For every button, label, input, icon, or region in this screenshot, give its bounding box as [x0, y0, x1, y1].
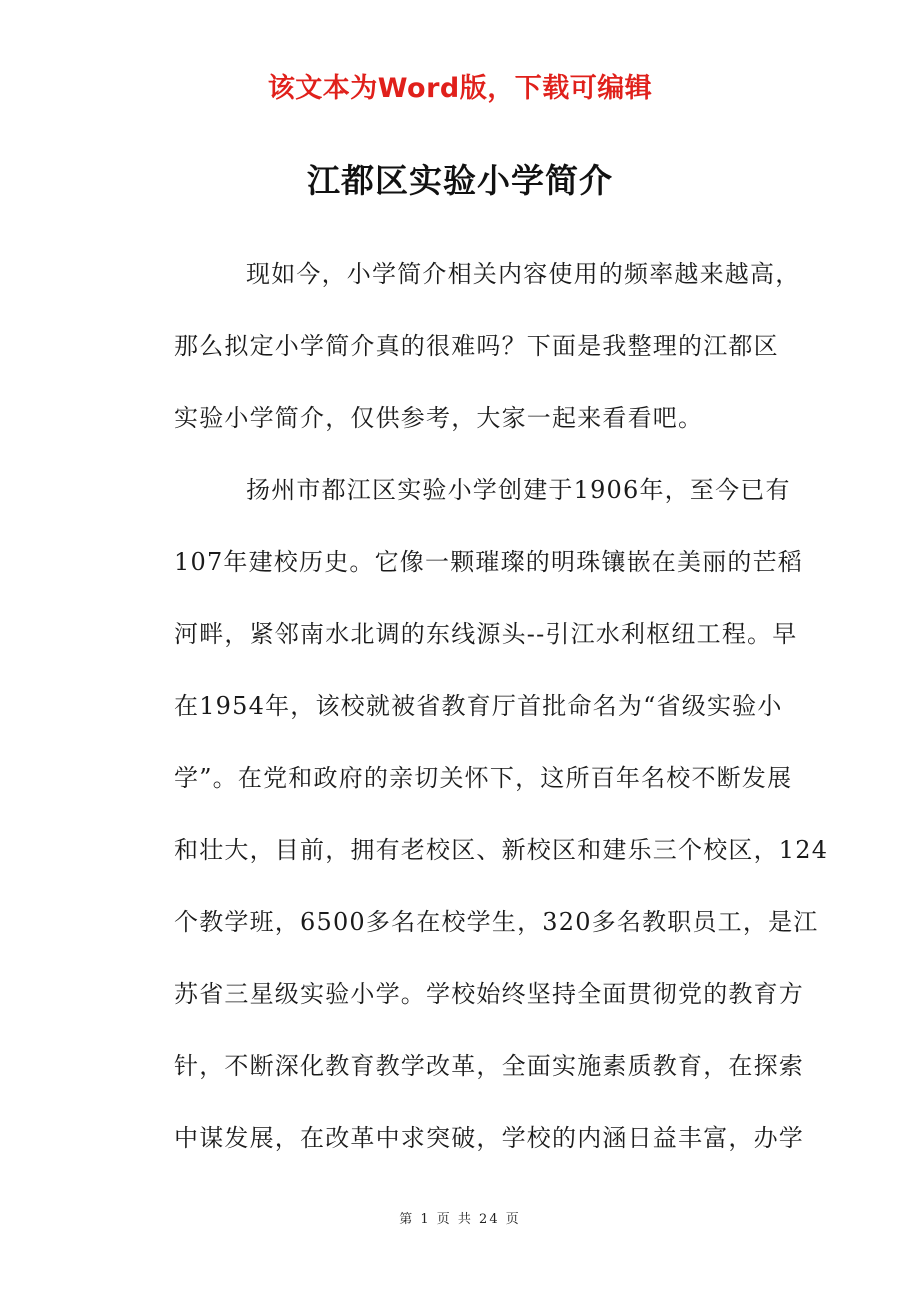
body-line: 实验小学简介，仅供参考，大家一起来看看吧。 [174, 404, 704, 432]
body-line: 在1954年，该校就被省教育厅首批命名为“省级实验小 [174, 692, 783, 720]
body-line: 那么拟定小学简介真的很难吗？下面是我整理的江都区 [174, 332, 779, 360]
body-line: 针，不断深化教育教学改革，全面实施素质教育，在探索 [174, 1052, 804, 1080]
body-line: 和壮大，目前，拥有老校区、新校区和建乐三个校区，124 [174, 836, 829, 864]
page-number-footer: 第 1 页 共 24 页 [399, 1212, 521, 1227]
body-line: 个教学班，6500多名在校学生，320多名教职员工，是江 [174, 908, 819, 936]
download-banner: 该文本为Word版，下载可编辑 [267, 73, 653, 104]
document-title: 江都区实验小学简介 [307, 161, 613, 200]
body-line: 现如今，小学简介相关内容使用的频率越来越高， [246, 260, 801, 288]
body-line: 扬州市都江区实验小学创建于1906年，至今已有 [246, 476, 791, 504]
body-line: 107年建校历史。它像一颗璀璨的明珠镶嵌在美丽的芒稻 [174, 548, 804, 576]
body-line: 学”。在党和政府的亲切关怀下，这所百年名校不断发展 [174, 764, 793, 792]
body-line: 中谋发展，在改革中求突破，学校的内涵日益丰富，办学 [174, 1124, 804, 1152]
body-line: 河畔，紧邻南水北调的东线源头--引江水利枢纽工程。早 [174, 620, 798, 648]
body-line: 苏省三星级实验小学。学校始终坚持全面贯彻党的教育方 [174, 980, 804, 1008]
